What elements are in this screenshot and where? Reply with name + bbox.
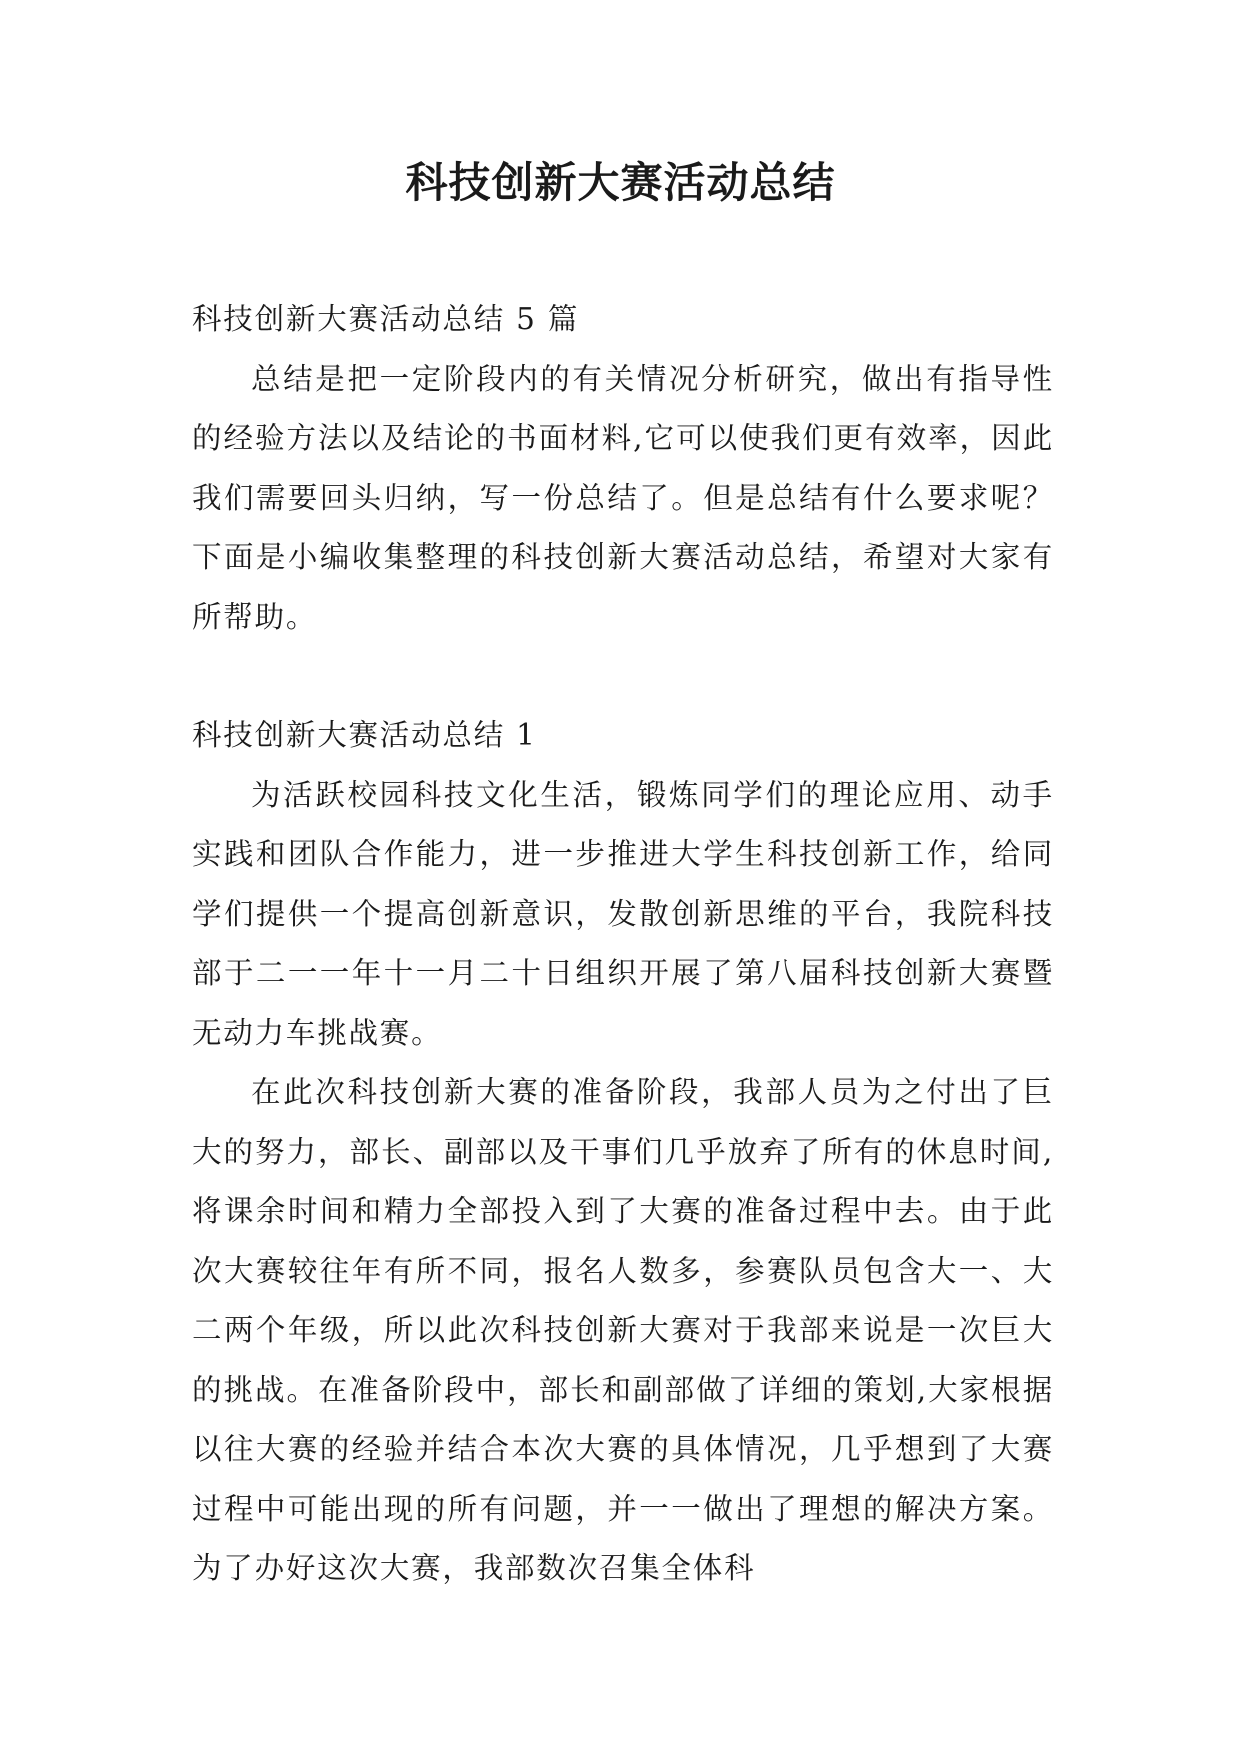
section-1-paragraph-2: 在此次科技创新大赛的准备阶段，我部人员为之付出了巨大的努力，部长、副部以及干事们几乎放弃了所有的休息时间,将课余时间和精力全部投入到了大赛的准备过程中去。由于此次大赛较往年有所不同，报名人数多，参赛队员包含大一、大二两个年级，所以此次科技创新大赛对于我部来说是一次巨大的挑战。在准备阶段中，部长和副部做了详细的策划,大家根据以往大赛的经验并结合本次大赛的具体情况，几乎想到了大赛过程中可能出现的所有问题，并一一做出了理想的解决方案。为了办好这次大赛，我部数次召集全体科	[192, 1075, 1054, 1585]
section-1-paragraph-1: 为活跃校园科技文化生活，锻炼同学们的理论应用、动手实践和团队合作能力，进一步推进大学生科技创新工作，给同学们提供一个提高创新意识，发散创新思维的平台，我院科技部于二一一年十一月二十日组织开展了第八届科技创新大赛暨无动力车挑战赛。	[192, 777, 1054, 1050]
document-body	[192, 290, 1054, 1599]
intro-paragraph: 总结是把一定阶段内的有关情况分析研究，做出有指导性的经验方法以及结论的书面材料,它可以使我们更有效率，因此我们需要回头归纳，写一份总结了。但是总结有什么要求呢？下面是小编收集整理的科技创新大赛活动总结，希望对大家有所帮助。	[192, 361, 1054, 634]
intro-heading: 科技创新大赛活动总结 5 篇	[192, 302, 580, 336]
section-1-heading: 科技创新大赛活动总结 1	[192, 718, 537, 752]
section-spacer	[192, 647, 1054, 706]
document-title: 科技创新大赛活动总结	[405, 158, 836, 207]
